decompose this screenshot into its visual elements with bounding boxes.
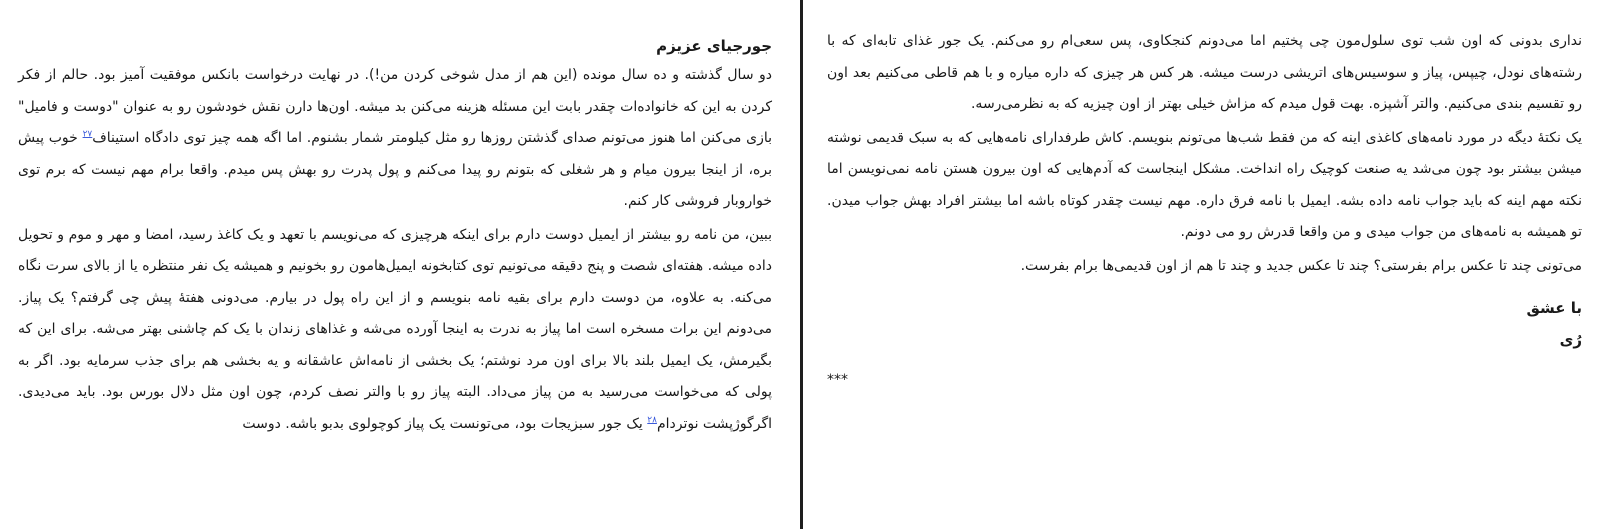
letter-salutation: جورجیای عزیزم (656, 37, 772, 55)
left-paragraph-1-text-cont: خوب پیش بره، از اینجا بیرون میام و هر شغلی که بتونم رو پیدا می‌کنم و پول پدرت رو بهش پس میدم. واقعا برام مهم نیست که برم توی خواروبار فروشی کار کنم. (18, 130, 772, 209)
right-paragraph-3: می‌تونی چند تا عکس برام بفرستی؟ چند تا عکس جدید و چند تا هم از اون قدیمی‌ها برام بفرست. (1020, 257, 1582, 274)
footnote-link-28[interactable]: ۲۸ (647, 414, 657, 425)
letter-closing: با عشق (1526, 299, 1582, 317)
section-separator: *** (827, 372, 848, 388)
left-paragraph-1 (18, 60, 772, 218)
left-paragraph-2-text-cont: یک جور سبزیجات بود، می‌تونست یک پیاز کوچولوی بدبو باشه. دوست (242, 415, 648, 432)
footnote-link-27[interactable]: ۲۷ (82, 129, 93, 140)
left-paragraph-1-text: دو سال گذشته و ده سال مونده (این هم از مدل شوخی کردن من!). در نهایت درخواست بانکس موفقیت آمیز بود. حالم از فکر کردن به این که خانواده‌ات چقدر بابت این مسئله هزینه می‌کنن بد میشه. اون‌ها دارن نقش خودشون رو به عنوان "دوست و فامیل" بازی می‌کنن اما هنوز می‌تونم صدای گذشتن روزها رو مثل کیلومتر شمار بشنوم. اما اگه همه چیز توی دادگاه استیناف (18, 67, 772, 146)
right-paragraph-1: نداری بدونی که اون شب توی سلول‌مون چی پختیم اما می‌دونم کنجکاوی، پس سعی‌ام رو می‌کنم. یک جور غذای تابه‌ای که با رشته‌های نودل، چیپس، پیاز و سوسیس‌های اتریشی درست میشه. هر کس هر چیزی که داره میاره و با هم قاطی می‌کنیم بعد اون رو تقسیم بندی می‌کنیم. والتر آشپزه. بهت قول میدم که مزاش خیلی بهتر از اون چیزیه که به نظرمی‌رسه. (827, 33, 1582, 112)
left-paragraph-2-text: ببین، من نامه رو بیشتر از ایمیل دوست دارم برای اینکه هرچیزی که می‌نویسم با تعهد و یک کاغذ رسید، امضا و مهر و موم و تحویل داده میشه. هفته‌ای شصت و پنج دقیقه می‌تونیم توی کتابخونه ایمیل‌هامون رو بخونیم و همیشه یک نفر منتظره یا از بالای سرت نگاه می‌کنه. به علاوه، من دوست دارم برای بقیه نامه بنویسم و از این راه پول در بیارم. می‌دونی هفتهٔ پیش چی گرفتم؟ یک پیاز. می‌دونم این برات مسخره است اما پیاز به ندرت به اینجا آورده می‌شه و غذاهای زندان با یک کم چاشنی بهتر می‌شه. برای این که بگیرمش، یک ایمیل بلند بالا برای اون مرد نوشتم؛ یک بخشی از نامه‌اش عاشقانه و یه بخشی هم برای جذب سرمایه بود. اگر به پولی که می‌خواست می‌رسید به من پیاز می‌داد. البته پیاز رو با والتر نصف کردم، چون اون مثل دلال بورس بود. باید می‌دیدی. اگرگوژپشت نوتردام (18, 226, 772, 432)
left-paragraph-2 (18, 220, 772, 441)
letter-signature: رُی (1559, 331, 1582, 349)
right-paragraph-2: یک نکتهٔ دیگه در مورد نامه‌های کاغذی اینه که من فقط شب‌ها می‌تونم بنویسم. کاش طرفدارای نامه‌هایی که به سبک قدیمی نوشته میشن بیشتر بود چون می‌شد یه صنعت کوچیک راه انداخت. مشکل اینجاست که آدم‌هایی که اون بیرون هستن نامه نمی‌نویسن اما نکته مهم اینه که باید جواب نامه داده بشه. ایمیل با نامه فرق داره. مهم نیست چقدر کوتاه باشه اما بیشتر افراد بهش جواب میدن. تو همیشه به نامه‌های من جواب میدی و من واقعا قدرش رو می دونم. (827, 129, 1582, 240)
right-page (803, 0, 1600, 529)
